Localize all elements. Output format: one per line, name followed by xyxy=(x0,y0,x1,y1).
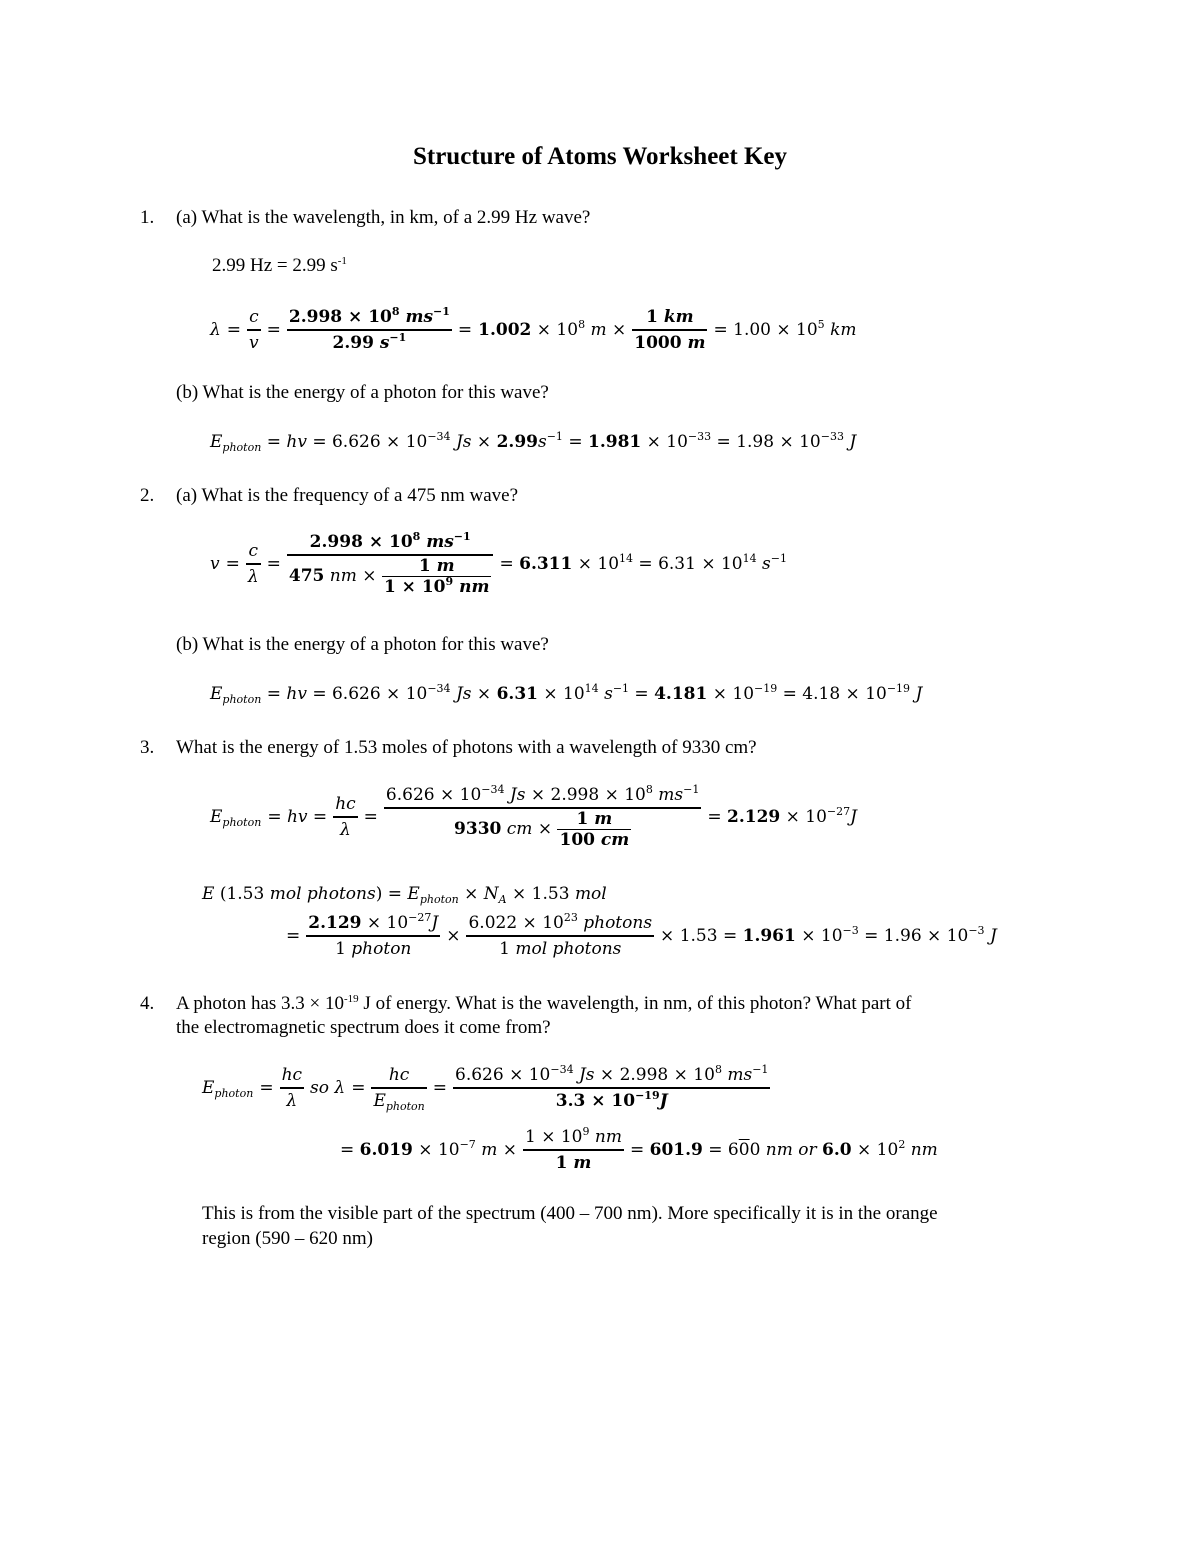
mole-energy-equation: E (1.53 mol photons) = $E_{photon} \times N_A \times 1.53$ mol xyxy=(202,884,607,906)
unit-conversion: 2.99 Hz = 2.99 $s^{-1}$ xyxy=(212,255,347,276)
frequency-equation: v = $\frac{c}{\lambda}$ = $2.998 \times 10^8$ $ms^{-1}$ 475 nm × $\frac{1 m}{1 \times 10^9 nm}$ = $6.311 \times 10^{14} = 6.31 \times 10^{14}$ $s^{-1}$ xyxy=(210,530,787,597)
wavelength-result: = $6.019 \times 10^{-7}$ m × $\frac{1 \times 10^9 nm}{1 m}$ = 601.9 = 600 nm or $6.0 \times 10^2$ nm xyxy=(340,1125,938,1173)
question-1b: (b) What is the energy of a photon for this wave? xyxy=(176,382,549,403)
question-2b: (b) What is the energy of a photon for this wave? xyxy=(176,634,549,655)
photon-energy-equation: $E_{photon}$ = hv = $6.626 \times 10^{-34}$ $Js \times 2.99s^{-1} = 1.981 \times 10^{-33} = 1.98 \times 10^{-33}$ J xyxy=(210,430,857,454)
question-2a: (a) What is the frequency of a 475 nm wave? xyxy=(176,485,519,506)
wavelength-equation: $E_{photon}$ = $\frac{hc}{\lambda}$ so λ = $\frac{hc}{E_{photon}}$ = $\frac{6.626 \times 10^{-34} Js \times 2.998 \times 10^8 ms^{-1}}{3.3 \times 10^{-19}J}$ xyxy=(202,1063,769,1113)
question-3: What is the energy of 1.53 moles of photons with a wavelength of 9330 cm? xyxy=(176,737,757,758)
page-title: Structure of Atoms Worksheet Key xyxy=(412,143,788,170)
wavelength-equation: λ = $\frac{c}{v}$ = $\frac{2.998 \times 10^8 ms^{-1}}{2.99 s^{-1}}$ = $1.002 \times 10^8$ m × $\frac{1 km}{1000 m}$ = $1.00 \times 10^5$ km xyxy=(210,305,857,353)
answer-line-1: This is from the visible part of the spectrum (400 – 700 nm). More specifically it is in the orange xyxy=(202,1203,938,1224)
question-number: 3. xyxy=(140,737,155,758)
answer-line-2: region (590 – 620 nm) xyxy=(202,1228,373,1249)
energy-equation: $E_{photon}$ = hv = $\frac{hc}{\lambda}$ = $6.626 \times 10^{-34}$ $Js \times 2.998 \times 10^8$ $ms^{-1}$ 9330 cm × $\frac{1 m}{100 cm}$ = $2.129 \times 10^{-27}J$ xyxy=(210,783,857,850)
question-number: 1. xyxy=(140,207,155,228)
photon-energy-equation: $E_{photon}$ = hv = $6.626 \times 10^{-34}$ $Js \times 6.31 \times 10^{14}$ $s^{-1} = 4.181 \times 10^{-19} = 4.18 \times 10^{-19}$ J xyxy=(210,682,923,706)
question-number: 4. xyxy=(140,993,155,1014)
question-number: 2. xyxy=(140,485,155,506)
question-1a: (a) What is the wavelength, in km, of a 2.99 Hz wave? xyxy=(176,207,591,228)
question-4-line-1: A photon has $3.3 \times 10^{-19}$ J of energy. What is the wavelength, in nm, of this photon? What part of xyxy=(176,993,912,1014)
question-4-line-2: the electromagnetic spectrum does it come from? xyxy=(176,1017,551,1038)
mole-energy-calculation: = $\frac{2.129 \times 10^{-27}J}{\text{1 photon}}$ × $\frac{6.022 \times 10^{23} photons}{\text{1 mol photons}}$ × $1.53 = 1.961 \times 10^{-3} = 1.96 \times 10^{-3}$ J xyxy=(286,911,997,959)
